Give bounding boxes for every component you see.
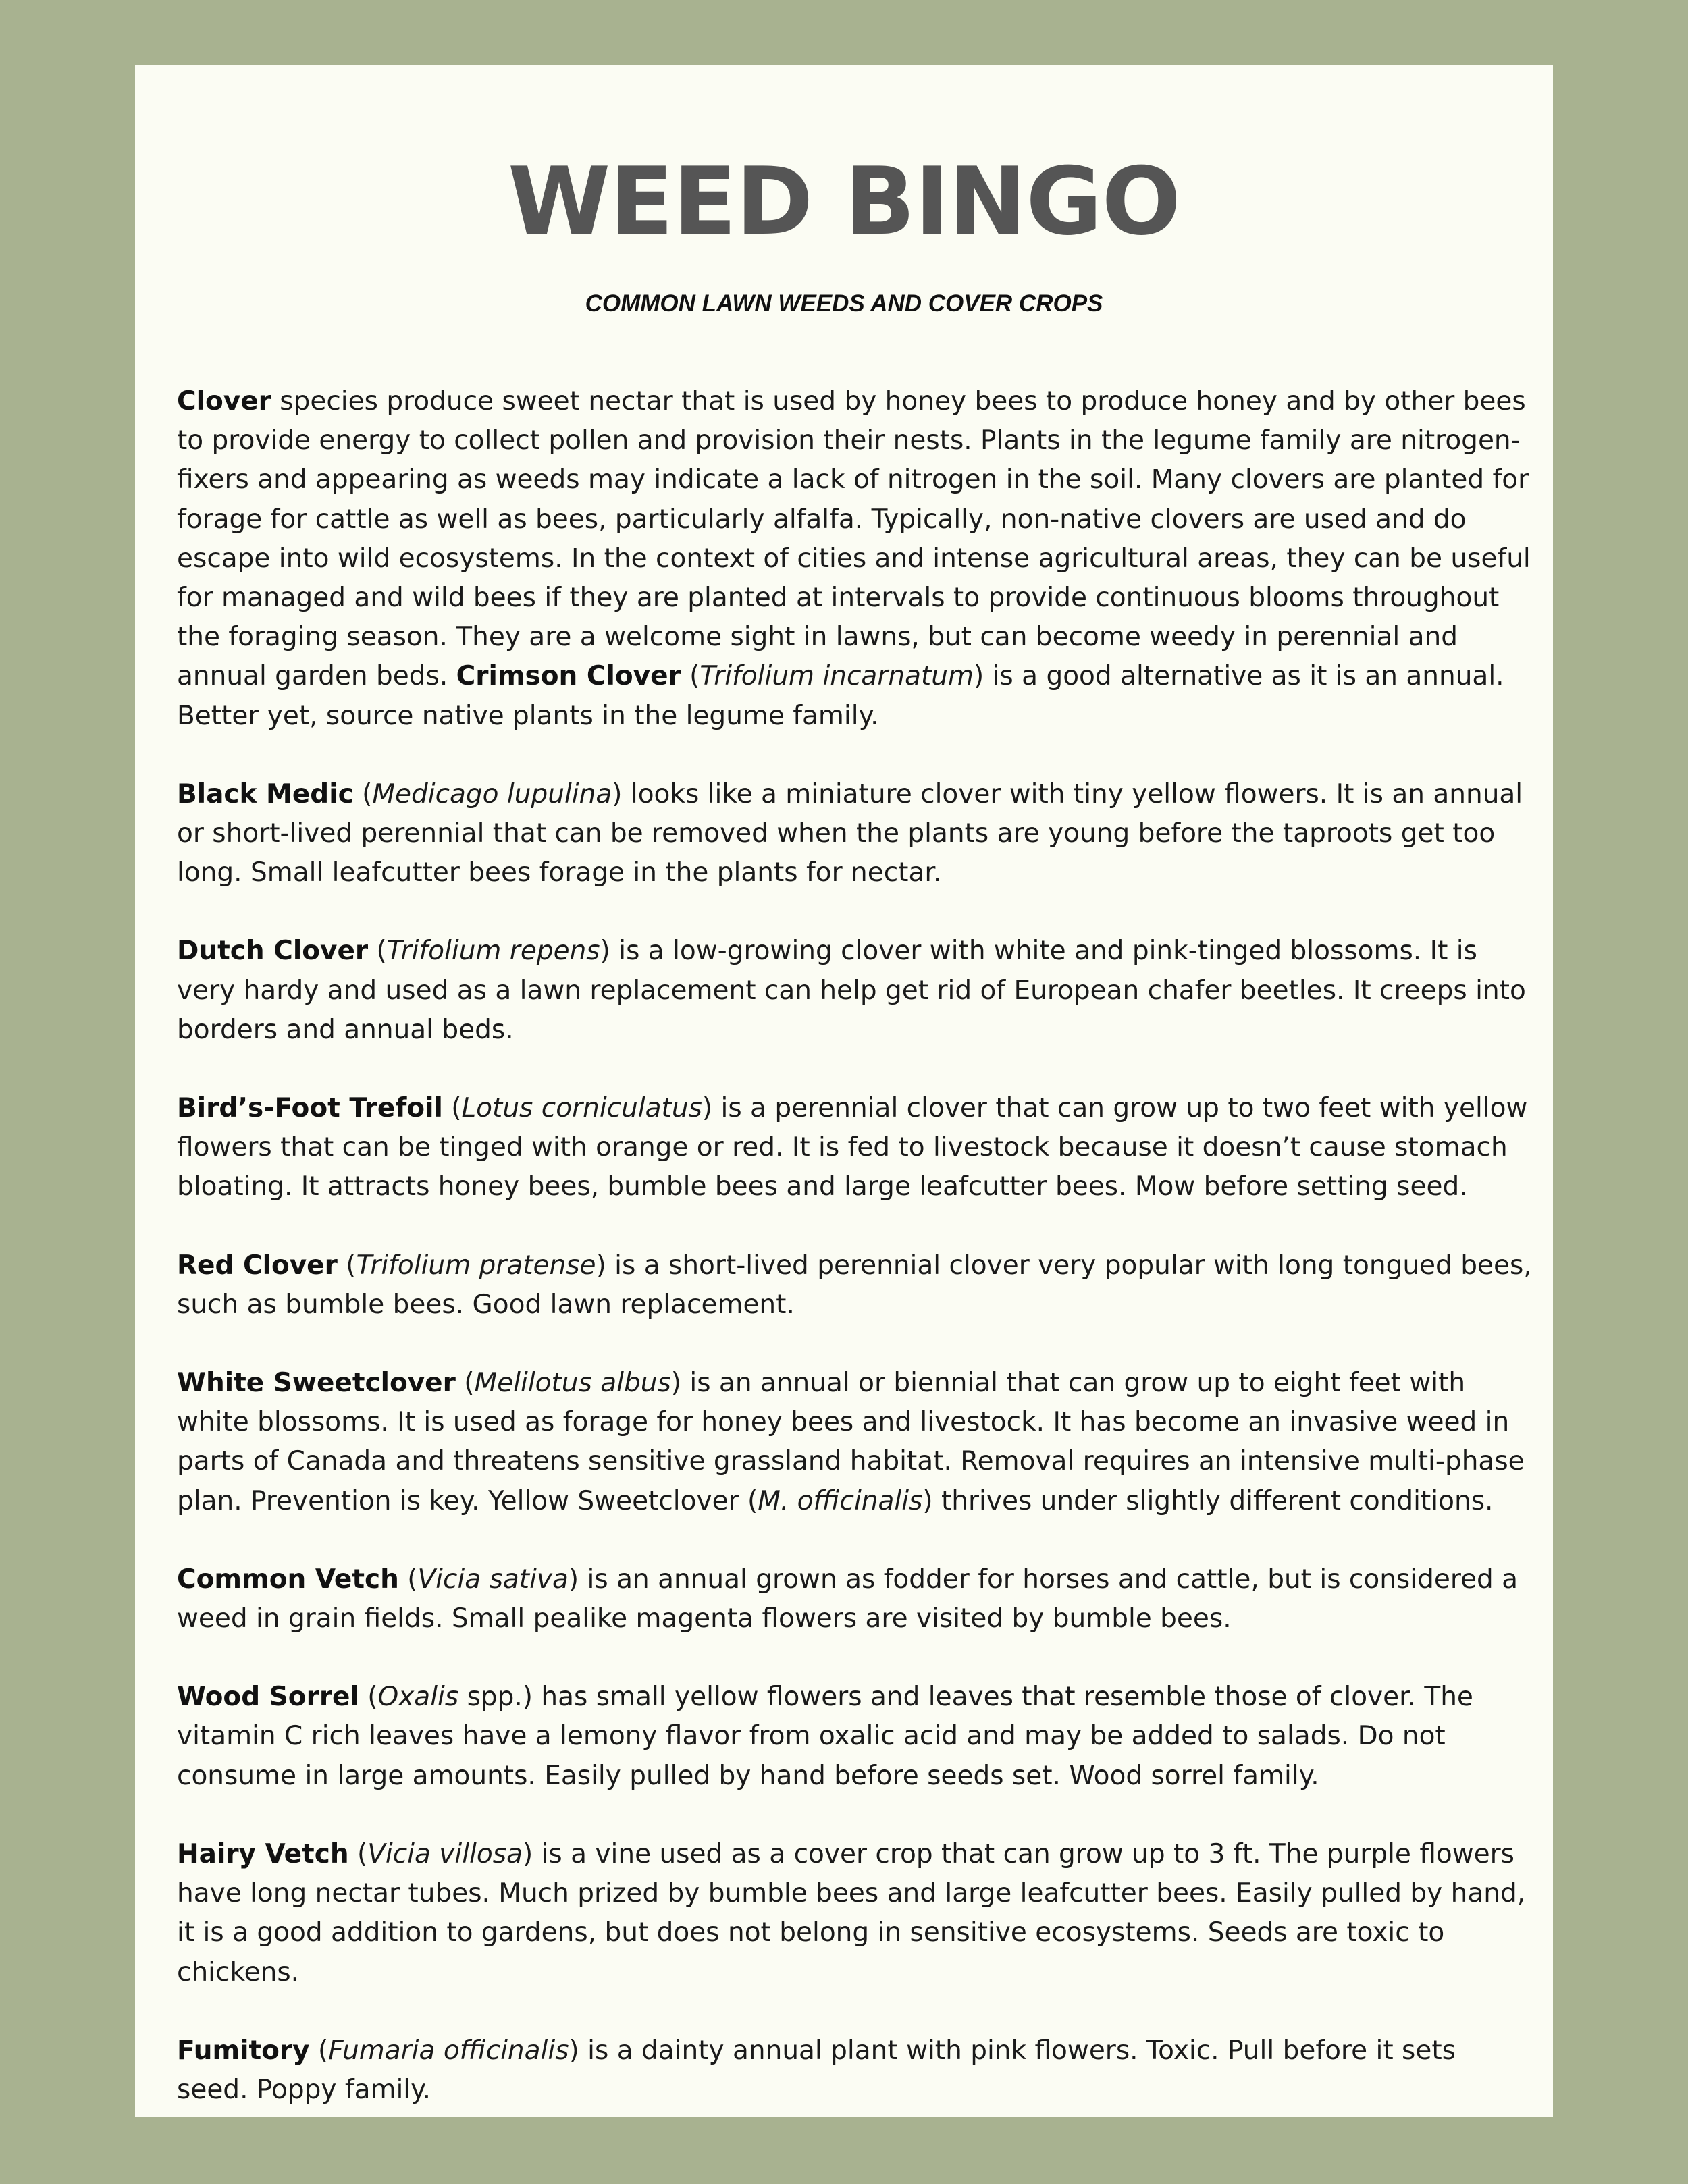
entry-latin-name: Oxalis — [377, 1682, 459, 1713]
entry-latin-name: Lotus corniculatus — [461, 1093, 702, 1124]
page-title: WEED BINGO — [508, 147, 1180, 256]
entry-latin-name: Vicia sativa — [417, 1564, 569, 1595]
weed-entries — [177, 382, 1534, 2149]
entry-latin-name: Fumaria officinalis — [328, 2035, 569, 2066]
entry-black-medic: Black Medic (Medicago lupulina) looks like a miniature clover with tiny yellow flowers. It is an annual or short-lived perennial that can be removed when the plants are young before the taproots get too long. Small leafcutter bees forage in the plants for nectar. — [177, 778, 1523, 888]
entry-latin-name: M. officinalis — [758, 1485, 923, 1516]
entry-name: Clover — [177, 386, 271, 417]
entry-hairy-vetch: Hairy Vetch (Vicia villosa) is a vine used as a cover crop that can grow up to 3 ft. The purple flowers have long nectar tubes. Much prized by bumble bees and large leafcutter bees. Easily pulled by hand, it is a good addition to gardens, but does not belong in sensitive ecosystems. Seeds are toxic to chickens. — [177, 1838, 1526, 1988]
entry-birds-foot-trefoil: Bird’s-Foot Trefoil (Lotus corniculatus) is a perennial clover that can grow up to two feet with yellow flowers that can be tinged with orange or red. It is fed to livestock because it doesn’t cause stomach bloating. It attracts honey bees, bumble bees and large leafcutter bees. Mow before setting seed. — [177, 1093, 1528, 1202]
page-subtitle: COMMON LAWN WEEDS AND COVER CROPS — [585, 290, 1103, 317]
entry-wood-sorrel: Wood Sorrel (Oxalis spp.) has small yellow flowers and leaves that resemble those of clover. The vitamin C rich leaves have a lemony flavor from oxalic acid and may be added to salads. Do not consume in large amounts. Easily pulled by hand before seeds set. Wood sorrel family. — [177, 1682, 1473, 1791]
page-sheet — [135, 65, 1553, 2117]
entry-name: Red Clover — [177, 1250, 338, 1281]
entry-latin-name: Trifolium pratense — [356, 1250, 596, 1281]
entry-red-clover: Red Clover (Trifolium pratense) is a short-lived perennial clover very popular with long tongued bees, such as bumble bees. Good lawn replacement. — [177, 1250, 1532, 1320]
entry-name: Dutch Clover — [177, 936, 369, 967]
entry-name: Bird’s-Foot Trefoil — [177, 1093, 443, 1124]
entry-name: Common Vetch — [177, 1564, 399, 1595]
entry-latin-name: Melilotus albus — [474, 1368, 671, 1399]
entry-latin-name: Trifolium repens — [386, 936, 600, 967]
entry-name: Wood Sorrel — [177, 1682, 359, 1713]
entry-fumitory: Fumitory (Fumaria officinalis) is a dainty annual plant with pink flowers. Toxic. Pull before it sets seed. Poppy family. — [177, 2035, 1456, 2105]
entry-latin-name: Trifolium incarnatum — [700, 661, 974, 692]
entry-name: White Sweetclover — [177, 1368, 456, 1399]
entry-latin-name: Medicago lupulina — [372, 778, 612, 809]
entry-name: Crimson Clover — [456, 661, 681, 692]
entry-name: Fumitory — [177, 2035, 310, 2066]
entry-clover: Clover species produce sweet nectar that is used by honey bees to produce honey and by other bees to provide energy to collect pollen and provision their nests. Plants in the legume family are nitrogen-fixers and appearing as weeds may indicate a lack of nitrogen in the soil. Many clovers are planted for forage for cattle as well as bees, particularly alfalfa. Typically, non-native clovers are used and do escape into wild ecosystems. In the context of cities and intense agricultural areas, they can be useful for managed and wild bees if they are planted at intervals to provide continuous blooms throughout the foraging season. They are a welcome sight in lawns, but can become weedy in perennial and annual garden beds. Crimson Clover (Trifolium incarnatum) is a good alternative as it is an annual. Better yet, source native plants in the legume family. — [177, 386, 1531, 731]
entry-latin-name: Vicia villosa — [367, 1838, 523, 1869]
entry-dutch-clover: Dutch Clover (Trifolium repens) is a low-growing clover with white and pink-tinged blossoms. It is very hardy and used as a lawn replacement can help get rid of European chafer beetles. It creeps into borders and annual beds. — [177, 936, 1526, 1045]
entry-white-sweetclover: White Sweetclover (Melilotus albus) is an annual or biennial that can grow up to eight feet with white blossoms. It is used as forage for honey bees and livestock. It has become an invasive weed in parts of Canada and threatens sensitive grassland habitat. Removal requires an intensive multi-phase plan. Prevention is key. Yellow Sweetclover (M. officinalis) thrives under slightly different conditions. — [177, 1368, 1525, 1516]
entry-name: Black Medic — [177, 778, 354, 809]
entry-common-vetch: Common Vetch (Vicia sativa) is an annual grown as fodder for horses and cattle, but is considered a weed in grain fields. Small pealike magenta flowers are visited by bumble bees. — [177, 1564, 1519, 1634]
entry-name: Hairy Vetch — [177, 1838, 349, 1869]
